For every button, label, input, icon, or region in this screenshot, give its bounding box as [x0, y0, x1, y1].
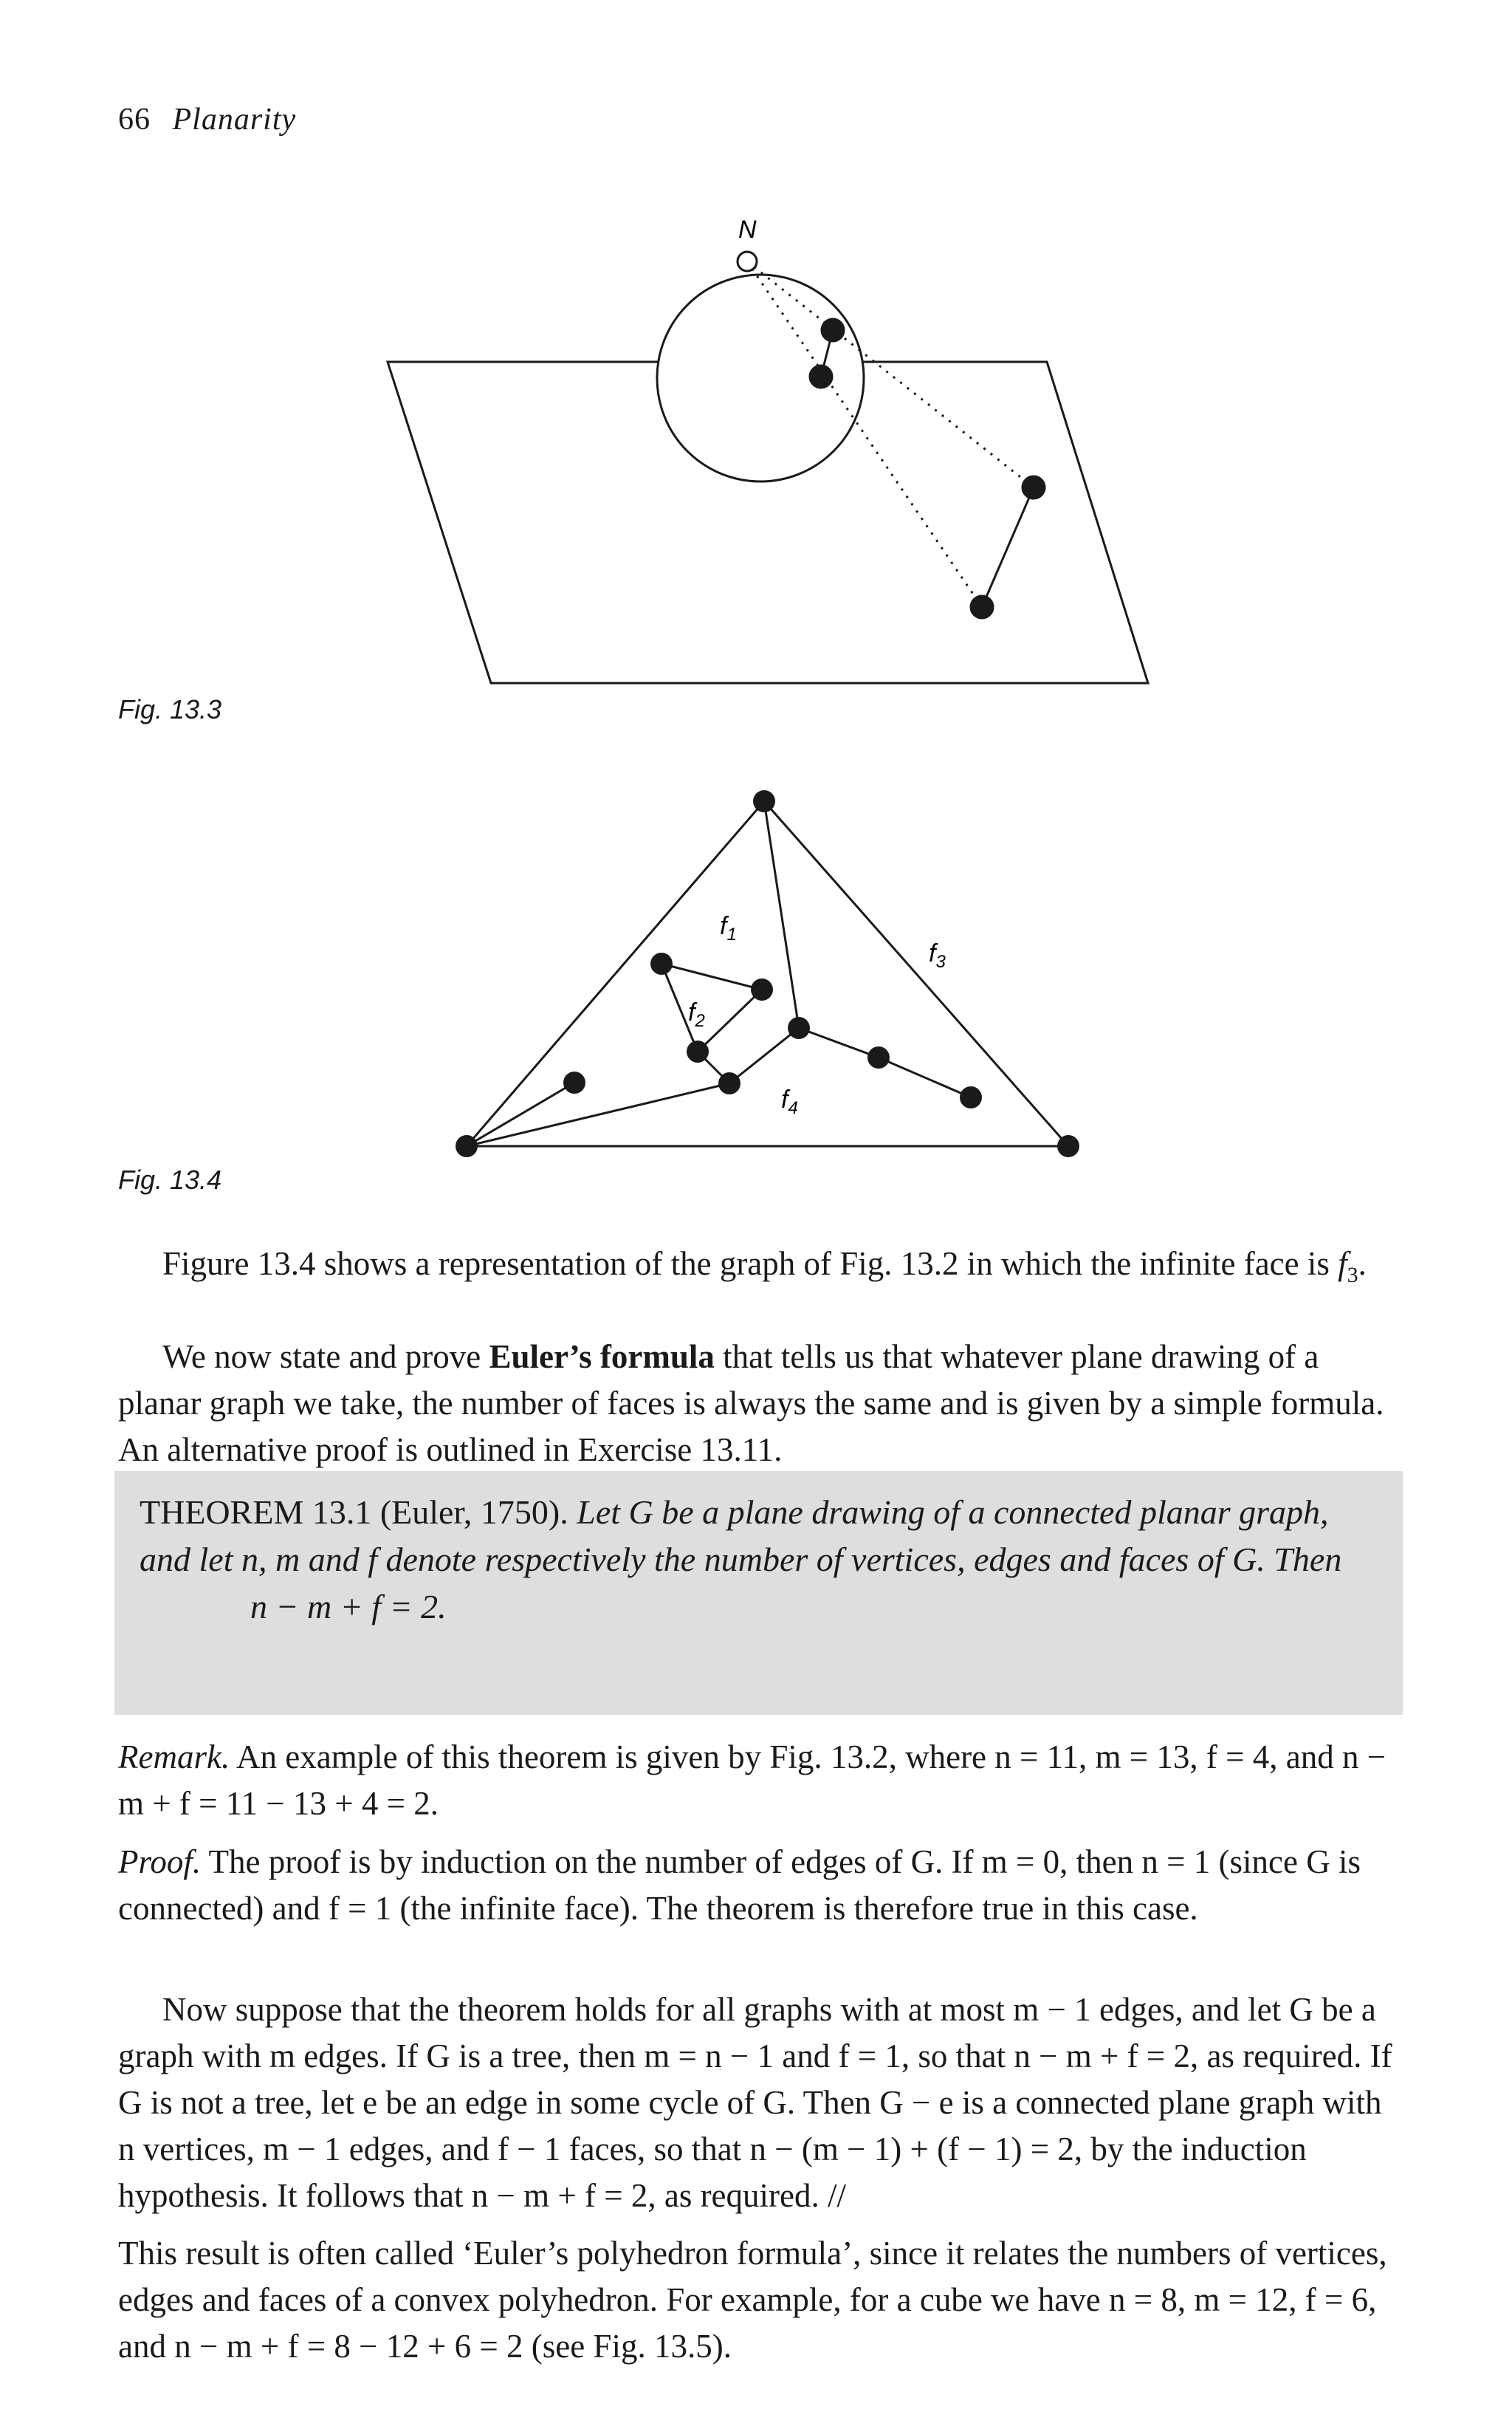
vertex: [1023, 476, 1045, 498]
theorem-box: [114, 1471, 1403, 1715]
proof-continued: Now suppose that the theorem holds for all graphs with at most m − 1 edges, and let G be a graph with m edges. If G is a tree, then m = n − 1 and f = 1, so that n − m + f = 2, as required. If G is not a tree, let e be an edge in some cycle of G. Then G − e is a connected plane graph with n vertices, m − 1 edges, and f − 1 faces, so that n − (m − 1) + (f − 1) = 2, by the induction hypothesis. It follows that n − m + f = 2, as required. //: [118, 1991, 1392, 2214]
edge: [467, 1083, 574, 1146]
vertex: [753, 790, 775, 812]
north-pole: [738, 252, 757, 271]
face-label-f1: $f_1$: [720, 912, 737, 945]
north-pole-label: N: [738, 216, 757, 244]
plane-edge: [982, 487, 1034, 607]
vertex: [687, 1041, 709, 1063]
edge: [698, 990, 762, 1052]
figure-13-3: [388, 252, 1148, 683]
edge: [467, 801, 764, 1146]
edge: [729, 1028, 799, 1083]
vertex: [810, 366, 832, 388]
vertex: [456, 1135, 478, 1157]
figure-caption-13-3: Fig. 13.3: [118, 694, 222, 724]
figure-13-4-vertices: [456, 790, 1079, 1157]
vertex: [751, 979, 773, 1001]
face-label-f4: $f_4$: [781, 1086, 798, 1118]
paragraph: We now state and prove Euler’s formula that tells us that whatever plane drawing of a planar graph we take, the number of faces is always the same and is given by a simple formula. An alternative proof is outlined in Exercise 13.11.: [118, 1338, 1384, 1468]
remark-label: Remark.: [118, 1738, 230, 1775]
edge: [662, 964, 762, 990]
vertex: [867, 1046, 890, 1069]
vertex: [718, 1072, 740, 1094]
vertex: [971, 596, 993, 618]
proof-label: Proof.: [118, 1843, 202, 1880]
theorem-equation: n − m + f = 2.: [250, 1588, 447, 1625]
vertex: [822, 319, 844, 341]
paragraph: Figure 13.4 shows a representation of the graph of Fig. 13.2 in which the infinite face is $f_3$.: [162, 1245, 1367, 1287]
vertex: [563, 1072, 585, 1094]
closing-paragraph: This result is often called ‘Euler’s polyhedron formula’, since it relates the numbers of vertices, edges and faces of a convex polyhedron. For example, for a cube we have n = 8, m = 12, f = 6, and n − m + f = 8 − 12 + 6 = 2 (see Fig. 13.5).: [118, 2235, 1387, 2365]
page-number: 66: [118, 103, 151, 137]
remark: Remark. An example of this theorem is given by Fig. 13.2, where n = 11, m = 13, f = 4, and n − m + f = 11 − 13 + 4 = 2.: [118, 1738, 1386, 1822]
figure-caption-13-4: Fig. 13.4: [118, 1165, 222, 1195]
vertex: [1057, 1135, 1079, 1157]
vertex: [960, 1086, 982, 1108]
edge: [879, 1058, 971, 1097]
term-euler-formula: Euler’s formula: [489, 1338, 715, 1375]
edge: [764, 801, 1068, 1146]
theorem-body: Let G be a plane drawing of a connected planar graph, and let n, m and f denote respectively the number of vertices, edges and faces of G. Then: [140, 1493, 1342, 1578]
edge: [467, 1083, 729, 1146]
running-title: Planarity: [172, 103, 297, 137]
vertex: [788, 1017, 810, 1039]
face-label-f2: $f_2$: [688, 998, 705, 1031]
edge: [799, 1028, 879, 1058]
proof: Proof. The proof is by induction on the number of edges of G. If m = 0, then n = 1 (since G is connected) and f = 1 (the infinite face). The theorem is therefore true in this case.: [118, 1843, 1361, 1927]
theorem-head: THEOREM 13.1 (Euler, 1750).: [140, 1493, 577, 1531]
vertex: [650, 953, 673, 975]
face-label-f3: $f_3$: [929, 939, 946, 972]
